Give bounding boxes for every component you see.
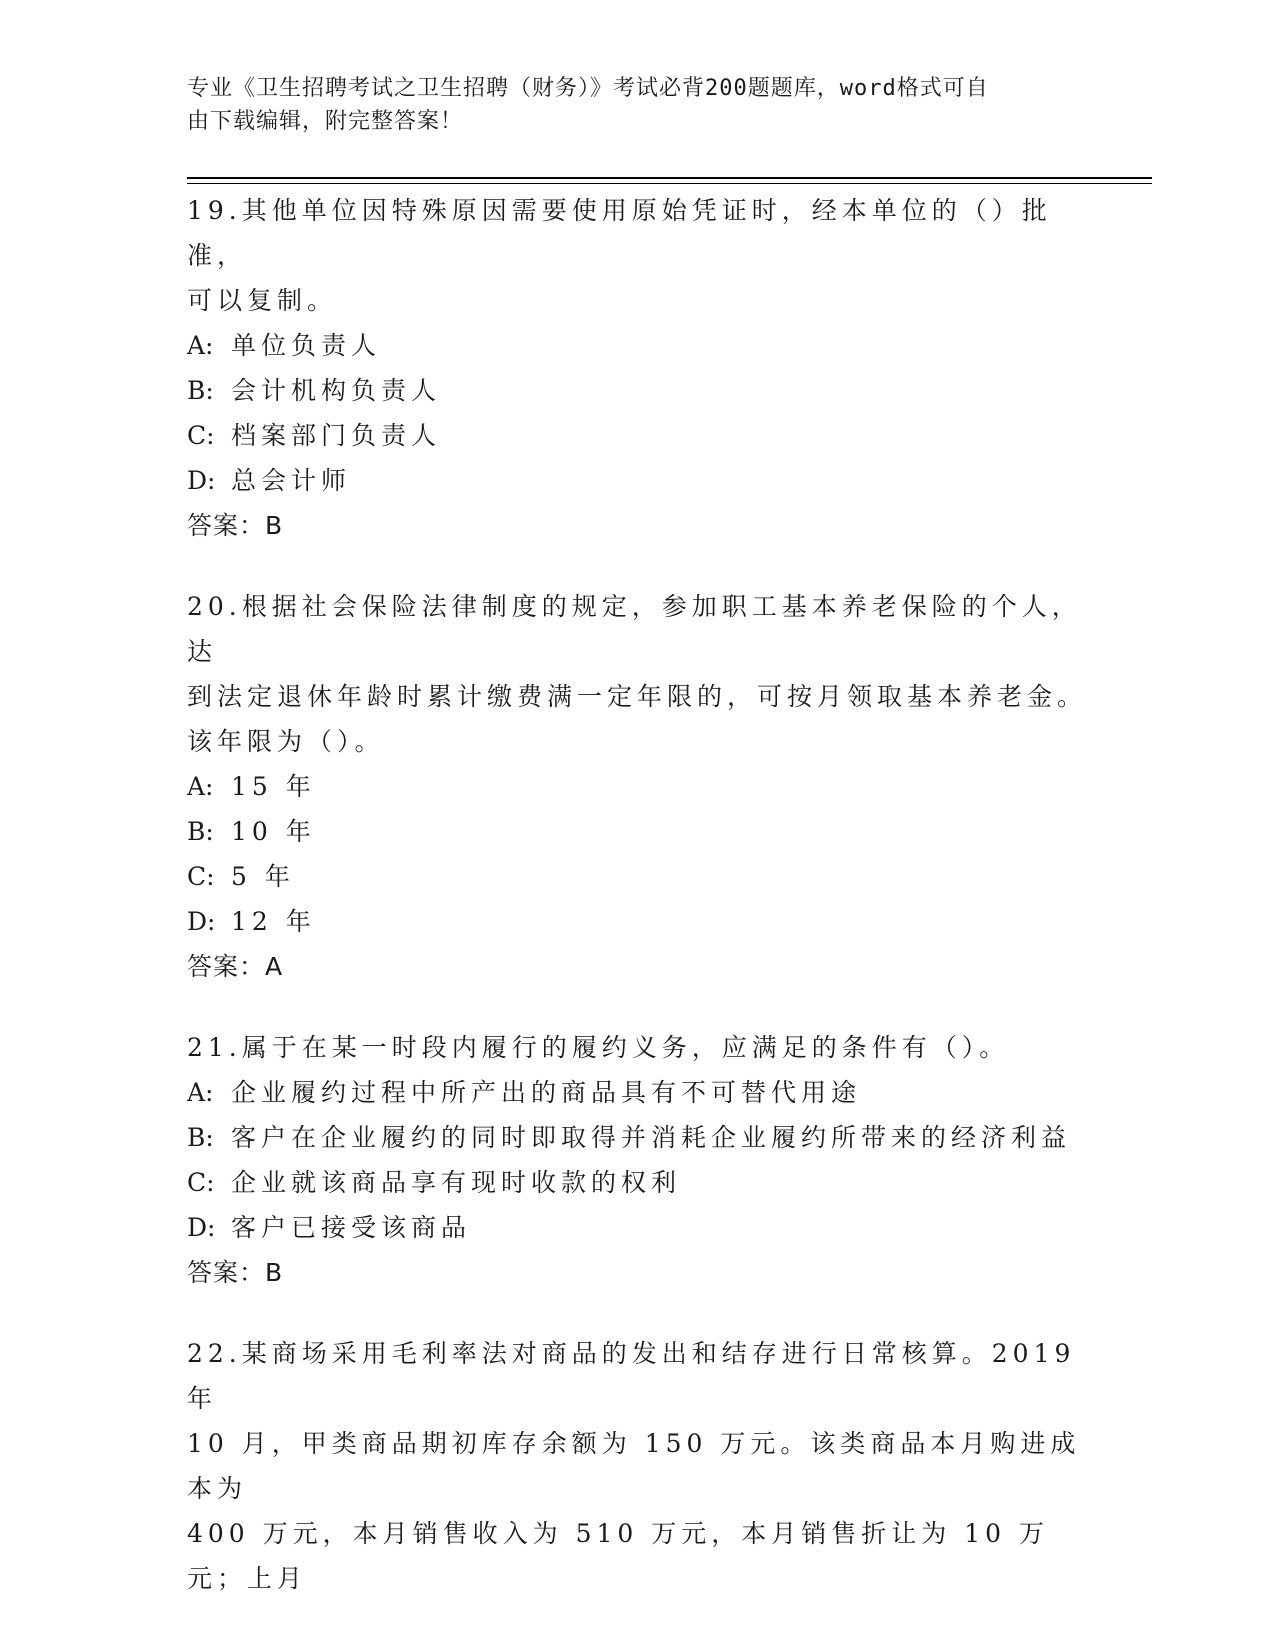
option-text: 客户已接受该商品 [231,1213,472,1242]
question-text [187,1025,1087,1070]
option-label: B: [187,376,214,405]
option-b [187,809,1087,854]
question-text [187,584,1087,764]
question-22 [187,1331,1087,1601]
option-b [187,368,1087,413]
question-line: 21.属于在某一时段内履行的履约义务，应满足的条件有（）。 [187,1033,1010,1062]
option-label: C: [187,862,215,891]
option-label: A: [187,772,214,801]
question-line: 可以复制。 [187,286,338,315]
question-text [187,1331,1087,1601]
option-text: 15 年 [231,772,316,801]
answer: 答案：A [187,952,284,981]
option-label: D: [187,1213,216,1242]
option-d [187,1205,1087,1250]
question-list [187,188,1087,1637]
option-text: 企业履约过程中所产出的商品具有不可替代用途 [231,1078,862,1107]
option-text: 单位负责人 [231,331,382,360]
question-20 [187,584,1087,989]
option-label: A: [187,1078,214,1107]
header-line-2: 由下载编辑，附完整答案！ [187,109,464,134]
question-21 [187,1025,1087,1295]
header-rule-thin [187,183,1152,184]
option-label: C: [187,1168,215,1197]
option-label: D: [187,907,216,936]
option-a [187,1070,1087,1115]
option-label: A: [187,331,214,360]
option-label: C: [187,421,215,450]
answer: 答案：B [187,511,284,540]
option-text: 总会计师 [231,466,352,495]
question-line: 20.根据社会保险法律制度的规定，参加职工基本养老保险的个人，达 [187,592,1082,666]
question-19 [187,188,1087,548]
option-a [187,323,1087,368]
question-text [187,188,1087,323]
option-text: 企业就该商品享有现时收款的权利 [231,1168,682,1197]
option-a [187,764,1087,809]
option-d [187,458,1087,503]
document-header [187,72,1067,138]
option-label: B: [187,1123,214,1152]
header-rule-thick [187,177,1152,179]
answer: 答案：B [187,1258,284,1287]
question-line: 10 月，甲类商品期初库存余额为 150 万元。该类商品本月购进成本为 [187,1429,1081,1503]
question-line: 到法定退休年龄时累计缴费满一定年限的，可按月领取基本养老金。 [187,682,1088,711]
option-text: 10 年 [231,817,316,846]
option-text: 客户在企业履约的同时即取得并消耗企业履约所带来的经济利益 [231,1123,1072,1152]
option-d [187,899,1087,944]
option-c [187,854,1087,899]
option-b [187,1115,1087,1160]
option-text: 会计机构负责人 [231,376,442,405]
option-text: 5 年 [231,862,295,891]
option-label: B: [187,817,214,846]
question-line: 该年限为（）。 [187,727,385,756]
header-line-1: 专业《卫生招聘考试之卫生招聘（财务）》考试必背200题题库，word格式可自 [187,76,989,101]
question-line: 22.某商场采用毛利率法对商品的发出和结存进行日常核算。2019 年 [187,1339,1076,1413]
option-c [187,1160,1087,1205]
question-line: 400 万元，本月销售收入为 510 万元，本月销售折让为 10 万元；上月 [187,1519,1049,1593]
question-line: 19.其他单位因特殊原因需要使用原始凭证时，经本单位的（）批准， [187,196,1052,270]
option-c [187,413,1087,458]
option-text: 12 年 [231,907,316,936]
option-label: D: [187,466,216,495]
option-text: 档案部门负责人 [231,421,442,450]
